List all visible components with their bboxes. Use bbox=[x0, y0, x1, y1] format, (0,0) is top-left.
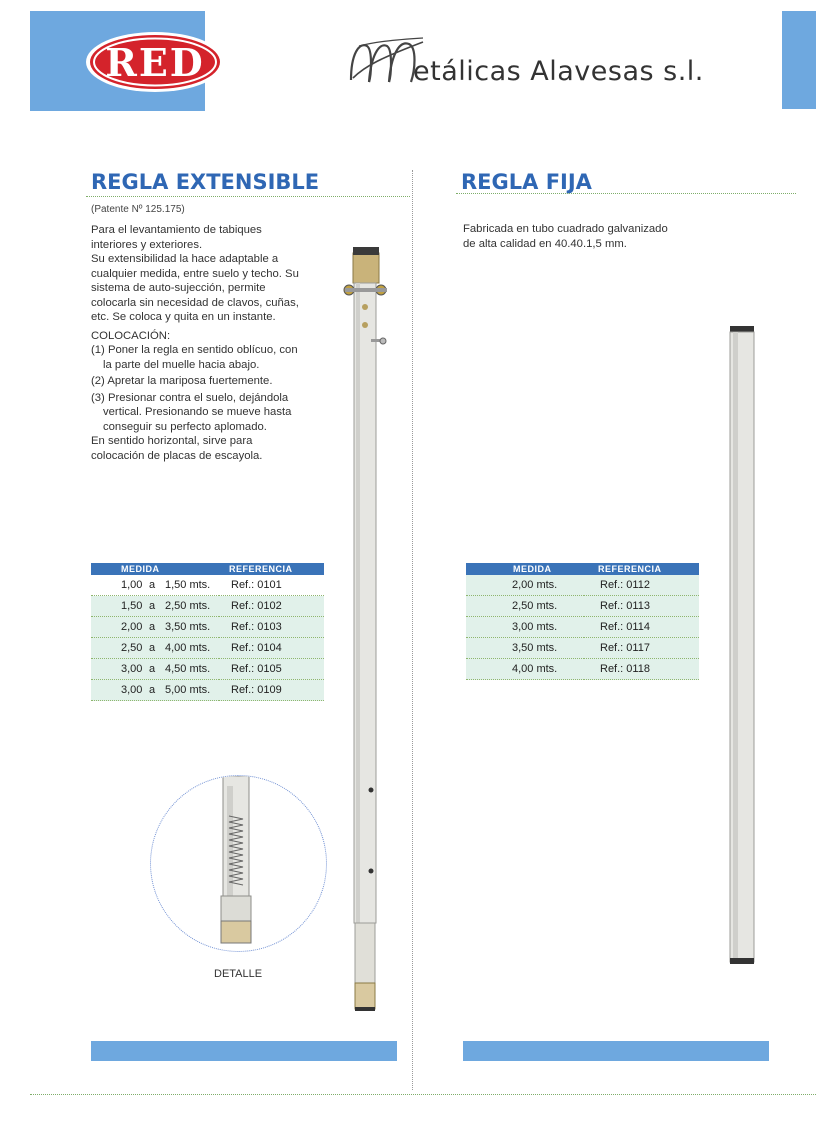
regla-extensible-illustration bbox=[335, 245, 395, 1015]
referencia-cell: Ref.: 0112 bbox=[584, 575, 699, 596]
medida-cell bbox=[91, 638, 219, 659]
closing-paragraph: En sentido horizontal, sirve para colocación de placas de escayola. bbox=[91, 435, 263, 462]
medida-cell bbox=[91, 680, 219, 701]
table-row bbox=[466, 617, 699, 638]
table-row bbox=[91, 575, 324, 596]
medida-sep: a bbox=[149, 579, 156, 591]
column-divider bbox=[412, 170, 413, 1090]
medida-cell bbox=[91, 596, 219, 617]
medida-from: 2,50 bbox=[121, 642, 143, 654]
medida-from: 1,50 bbox=[121, 600, 143, 612]
medida-sep: a bbox=[149, 663, 156, 675]
table-row bbox=[466, 575, 699, 596]
regla-extensible-title: REGLA EXTENSIBLE bbox=[91, 170, 320, 194]
red-logo bbox=[84, 30, 226, 94]
referencia-cell: Ref.: 0105 bbox=[219, 659, 324, 680]
referencia-cell: Ref.: 0113 bbox=[584, 596, 699, 617]
table-row bbox=[466, 596, 699, 617]
referencia-cell: Ref.: 0101 bbox=[219, 575, 324, 596]
referencia-cell: Ref.: 0109 bbox=[219, 680, 324, 701]
medida-cell: 3,50 mts. bbox=[466, 638, 584, 659]
intro-paragraph-2: Su extensibilidad la hace adaptable a cualquier medida, entre suelo y techo. Su sistema de auto-sujección, permite colocarla sin necesidad de clavos, cuñas, etc. Se coloca y quita en un instante. bbox=[91, 253, 299, 323]
table-row bbox=[91, 617, 324, 638]
medida-cell: 2,00 mts. bbox=[466, 575, 584, 596]
svg-text:RED: RED bbox=[105, 40, 205, 85]
company-logo bbox=[345, 36, 775, 96]
referencia-cell: Ref.: 0118 bbox=[584, 659, 699, 680]
medida-to: 2,50 mts. bbox=[165, 600, 211, 612]
table-header-row bbox=[91, 563, 324, 575]
medida-cell bbox=[91, 659, 219, 680]
medida-from: 1,00 bbox=[121, 579, 143, 591]
medida-from: 2,00 bbox=[121, 621, 143, 633]
bottom-divider bbox=[30, 1094, 816, 1095]
medida-to: 4,50 mts. bbox=[165, 663, 211, 675]
medida-sep: a bbox=[149, 642, 156, 654]
medida-cell: 2,50 mts. bbox=[466, 596, 584, 617]
right-footer-bar bbox=[463, 1041, 769, 1061]
referencia-cell: Ref.: 0114 bbox=[584, 617, 699, 638]
detail-illustration bbox=[151, 776, 326, 951]
table-row bbox=[466, 638, 699, 659]
medida-cell bbox=[91, 575, 219, 596]
detail-label: DETALLE bbox=[214, 968, 263, 980]
table-row bbox=[91, 680, 324, 701]
extensible-description bbox=[91, 223, 303, 463]
medida-sep: a bbox=[149, 684, 156, 696]
medida-from: 3,00 bbox=[121, 663, 143, 675]
col-medida-header: MEDIDA bbox=[466, 563, 584, 575]
company-name: etálicas Alavesas s.l. bbox=[413, 56, 704, 87]
medida-to: 4,00 mts. bbox=[165, 642, 211, 654]
medida-to: 1,50 mts. bbox=[165, 579, 211, 591]
referencia-cell: Ref.: 0104 bbox=[219, 638, 324, 659]
step-2: (2) Apretar la mariposa fuertemente. bbox=[91, 375, 273, 387]
referencia-cell: Ref.: 0102 bbox=[219, 596, 324, 617]
left-title-divider bbox=[86, 196, 410, 197]
medida-cell bbox=[91, 617, 219, 638]
step-3: (3) Presionar contra el suelo, dejándola vertical. Presionando se mueve hasta conseguir su perfecto aplomado. bbox=[91, 391, 292, 433]
medida-from: 3,00 bbox=[121, 684, 143, 696]
table-row bbox=[91, 638, 324, 659]
regla-fija-title: REGLA FIJA bbox=[461, 170, 592, 194]
medida-to: 5,00 mts. bbox=[165, 684, 211, 696]
fija-reference-table bbox=[466, 563, 699, 680]
referencia-cell: Ref.: 0103 bbox=[219, 617, 324, 638]
patent-number: (Patente Nº 125.175) bbox=[91, 204, 185, 215]
medida-sep: a bbox=[149, 621, 156, 633]
medida-cell: 4,00 mts. bbox=[466, 659, 584, 680]
detail-circle bbox=[150, 775, 327, 952]
regla-fija-illustration bbox=[724, 322, 760, 972]
col-referencia-header: REFERENCIA bbox=[219, 563, 324, 575]
header-blue-block-right bbox=[782, 11, 816, 109]
table-header-row bbox=[466, 563, 699, 575]
referencia-cell: Ref.: 0117 bbox=[584, 638, 699, 659]
table-row bbox=[91, 659, 324, 680]
left-footer-bar bbox=[91, 1041, 397, 1061]
col-referencia-header: REFERENCIA bbox=[584, 563, 699, 575]
medida-cell: 3,00 mts. bbox=[466, 617, 584, 638]
colocacion-heading: COLOCACIÓN: bbox=[91, 329, 171, 342]
extensible-reference-table bbox=[91, 563, 324, 701]
table-row bbox=[91, 596, 324, 617]
col-medida-header: MEDIDA bbox=[91, 563, 219, 575]
fija-description: Fabricada en tubo cuadrado galvanizado de alta calidad en 40.40.1,5 mm. bbox=[463, 223, 668, 250]
medida-to: 3,50 mts. bbox=[165, 621, 211, 633]
step-1: (1) Poner la regla en sentido oblícuo, con la parte del muelle hacia abajo. bbox=[91, 344, 298, 371]
right-title-divider bbox=[456, 193, 796, 194]
table-row bbox=[466, 659, 699, 680]
intro-paragraph-1: Para el levantamiento de tabiques interiores y exteriores. bbox=[91, 224, 262, 251]
medida-sep: a bbox=[149, 600, 156, 612]
